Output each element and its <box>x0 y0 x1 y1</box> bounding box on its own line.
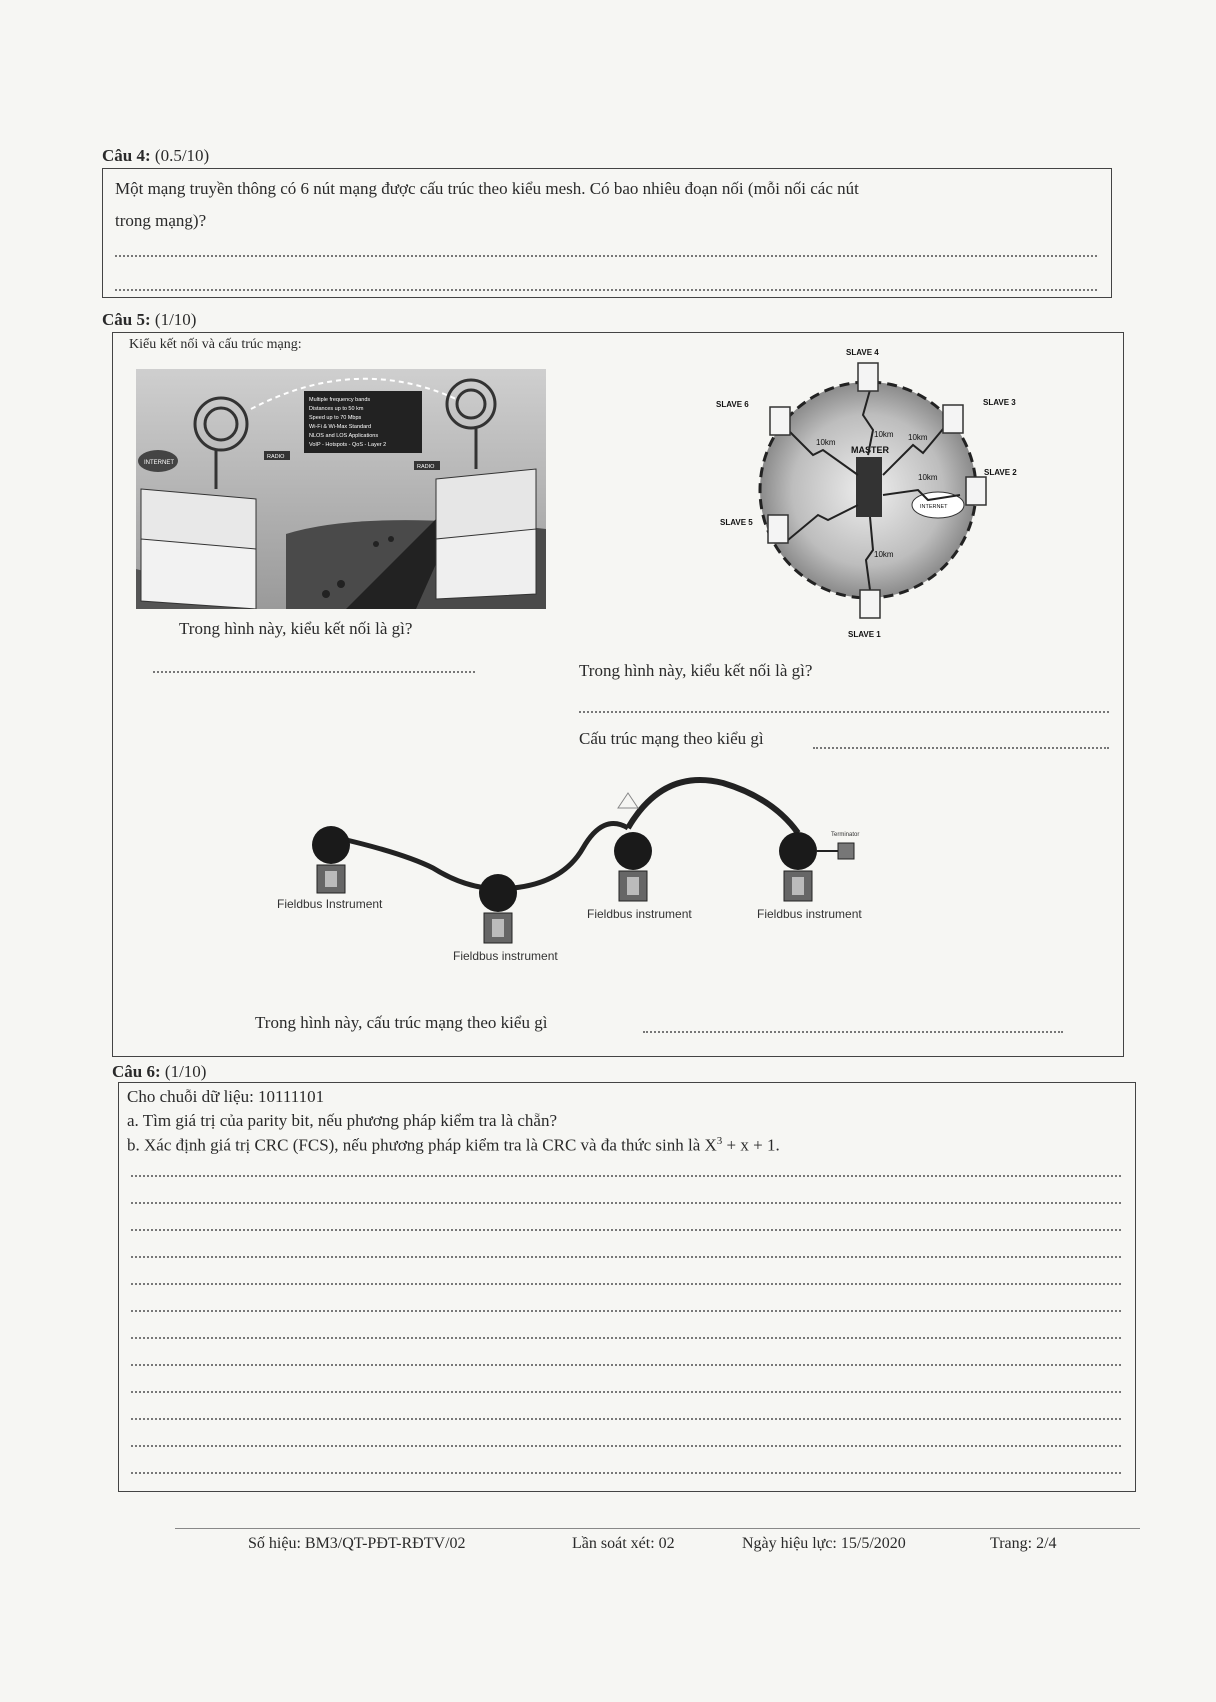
q6-answer-line[interactable] <box>131 1283 1121 1285</box>
q6-box <box>118 1082 1136 1492</box>
star-distance: 10km <box>874 430 894 439</box>
q5-box <box>112 332 1124 1057</box>
fieldbus-caption: Fieldbus Instrument <box>277 897 383 911</box>
q5-heading: Câu 5: (1/10) <box>102 310 197 329</box>
star-distance: 10km <box>908 433 928 442</box>
star-network-image <box>698 335 1038 665</box>
q5-bottom-question: Trong hình này, cấu trúc mạng theo kiểu gì <box>255 1013 548 1032</box>
img1-bullet: Wi-Fi & Wi-Max Standard <box>309 424 372 430</box>
q4-answer-line[interactable] <box>115 255 1097 257</box>
q6-answer-line[interactable] <box>131 1256 1121 1258</box>
q6-answer-line[interactable] <box>131 1418 1121 1420</box>
q4-heading: Câu 4: (0.5/10) <box>102 146 210 165</box>
q6-heading: Câu 6: (1/10) <box>112 1062 207 1081</box>
q5-bottom-answer-line[interactable] <box>643 1031 1063 1033</box>
q4-box <box>102 168 1112 298</box>
img1-bullet: Multiple frequency bands <box>309 397 371 403</box>
img1-radio-tag: RADIO <box>267 454 285 460</box>
footer-page: Trang: 2/4 <box>990 1535 1057 1552</box>
img1-bullet: VoIP - Hotspots - QoS - Layer 2 <box>309 442 387 448</box>
q5-right-question2: Cấu trúc mạng theo kiểu gì <box>579 729 764 748</box>
star-slave-label: SLAVE 2 <box>984 468 1017 477</box>
fieldbus-device <box>312 826 350 893</box>
fieldbus-device <box>479 874 517 943</box>
q5-left-answer-line[interactable] <box>153 671 475 673</box>
q6-line2: a. Tìm giá trị của parity bit, nếu phương pháp kiểm tra là chẵn? <box>127 1111 558 1130</box>
q4-text-line2: trong mạng)? <box>115 211 207 230</box>
q6-answer-line[interactable] <box>131 1445 1121 1447</box>
star-master-label: MASTER <box>851 445 889 455</box>
fieldbus-caption: Fieldbus instrument <box>587 907 692 921</box>
q5-right-answer-line[interactable] <box>579 711 1109 713</box>
q6-line1: Cho chuỗi dữ liệu: 10111101 <box>127 1087 325 1106</box>
star-slave-label: SLAVE 3 <box>983 398 1016 407</box>
fieldbus-network-image <box>277 773 923 993</box>
fieldbus-caption: Fieldbus instrument <box>757 907 862 921</box>
star-distance: 10km <box>874 550 894 559</box>
q5-right-question1: Trong hình này, kiểu kết nối là gì? <box>579 661 813 680</box>
q6-answer-line[interactable] <box>131 1391 1121 1393</box>
star-slave-label: SLAVE 6 <box>716 400 749 409</box>
star-slave-label: SLAVE 5 <box>720 518 753 527</box>
star-slave-label: SLAVE 1 <box>848 630 881 639</box>
footer-revision: Lần soát xét: 02 <box>572 1535 675 1552</box>
q6-line3: b. Xác định giá trị CRC (FCS), nếu phương pháp kiểm tra là CRC và đa thức sinh là $X^3 + x + 1$. <box>127 1135 780 1155</box>
q6-answer-line[interactable] <box>131 1337 1121 1339</box>
q4-text-line1: Một mạng truyền thông có 6 nút mạng được cấu trúc theo kiểu mesh. Có bao nhiêu đoạn nối (mỗi nối các nút <box>115 179 859 198</box>
q5-left-question: Trong hình này, kiểu kết nối là gì? <box>179 619 413 638</box>
footer-code: Số hiệu: BM3/QT-PĐT-RĐTV/02 <box>248 1535 466 1552</box>
img1-cloud-label: INTERNET <box>144 460 174 466</box>
img1-bullet: Speed up to 70 Mbps <box>309 415 362 421</box>
star-slave-label: SLAVE 4 <box>846 348 879 357</box>
q6-answer-line[interactable] <box>131 1202 1121 1204</box>
star-distance: 10km <box>816 438 836 447</box>
star-distance: 10km <box>918 473 938 482</box>
q6-answer-line[interactable] <box>131 1229 1121 1231</box>
footer-rule <box>175 1528 1140 1529</box>
terminator-label: Terminator <box>831 832 860 838</box>
q6-answer-line[interactable] <box>131 1175 1121 1177</box>
img1-radio-tag: RADIO <box>417 464 435 470</box>
q5-intro: Kiểu kết nối và cấu trúc mạng: <box>129 337 302 352</box>
star-cloud-label: INTERNET <box>920 504 948 510</box>
img1-bullet: NLOS and LOS Applications <box>309 433 379 439</box>
q6-answer-line[interactable] <box>131 1364 1121 1366</box>
footer-effective-date: Ngày hiệu lực: 15/5/2020 <box>742 1535 906 1552</box>
fieldbus-caption: Fieldbus instrument <box>453 949 558 963</box>
fieldbus-device <box>614 832 652 901</box>
fieldbus-device <box>779 832 817 901</box>
q4-answer-line[interactable] <box>115 289 1097 291</box>
img1-bullet: Distances up to 50 km <box>309 406 364 412</box>
q6-answer-line[interactable] <box>131 1472 1121 1474</box>
q6-answer-line[interactable] <box>131 1310 1121 1312</box>
wireless-network-image <box>136 369 546 609</box>
q5-right-answer-line[interactable] <box>813 747 1109 749</box>
